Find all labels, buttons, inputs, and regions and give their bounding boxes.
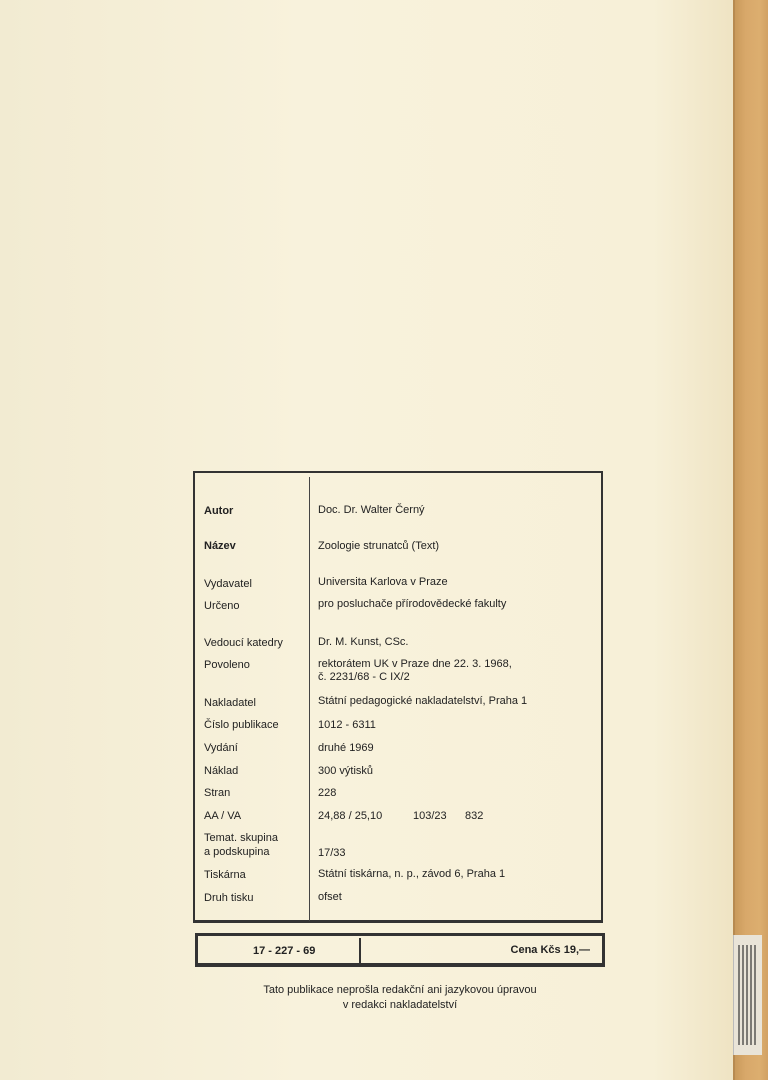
editorial-note-line2: v redakci nakladatelství (342, 999, 458, 1011)
value-povoleno-line2: č. 2231/68 - C IX/2 (318, 671, 410, 683)
value-aa-va-code: 832 (465, 810, 484, 822)
label-vydani: Vydání (204, 742, 238, 754)
value-vydani: druhé 1969 (318, 742, 374, 754)
value-vedouci-katedry: Dr. M. Kunst, CSc. (318, 636, 409, 648)
price-box (195, 933, 605, 967)
editorial-note-line1: Tato publikace neprošla redakční ani jazykovou úpravou (263, 984, 537, 996)
book-spine (733, 0, 768, 1080)
value-naklad: 300 výtisků (318, 765, 374, 777)
value-cislo-publikace: 1012 - 6311 (318, 719, 376, 731)
label-aa-va: AA / VA (204, 810, 242, 822)
label-vedouci-katedry: Vedoucí katedry (204, 637, 283, 649)
publication-code: 17 - 227 - 69 (253, 945, 316, 957)
label-vydavatel: Vydavatel (204, 578, 252, 590)
value-aa-va: 24,88 / 25,10 (318, 810, 383, 822)
value-autor: Doc. Dr. Walter Černý (318, 504, 425, 516)
label-autor: Autor (204, 505, 234, 517)
label-druh-tisku: Druh tisku (204, 892, 254, 904)
value-nakladatel: Státní pedagogické nakladatelství, Praha 1 (318, 695, 528, 707)
label-nazev: Název (204, 540, 236, 552)
value-urceno: pro posluchače přírodovědecké fakulty (318, 598, 507, 610)
price-label: Cena Kčs 19,— (510, 944, 590, 956)
colophon-table (193, 471, 603, 923)
label-nakladatel: Nakladatel (204, 697, 256, 709)
value-tiskarna: Státní tiskárna, n. p., závod 6, Praha 1 (318, 868, 506, 880)
price-divider (359, 938, 361, 964)
label-podskupina: a podskupina (204, 846, 270, 858)
label-tiskarna: Tiskárna (204, 869, 246, 881)
value-temat-skupina: 17/33 (318, 847, 346, 859)
column-divider (309, 477, 310, 921)
value-druh-tisku: ofset (318, 891, 342, 903)
value-vydavatel: Universita Karlova v Praze (318, 576, 448, 588)
label-urceno: Určeno (204, 600, 240, 612)
label-stran: Stran (204, 787, 231, 799)
value-aa-va-number: 103/23 (413, 810, 447, 822)
value-stran: 228 (318, 787, 337, 799)
value-nazev: Zoologie strunatců (Text) (318, 540, 440, 552)
value-povoleno: rektorátem UK v Praze dne 22. 3. 1968, (318, 658, 512, 670)
barcode-stripes (738, 945, 756, 1045)
label-temat-skupina: Temat. skupina (204, 832, 278, 844)
label-cislo-publikace: Číslo publikace (204, 719, 279, 731)
editorial-note (200, 983, 600, 1013)
label-naklad: Náklad (204, 765, 239, 777)
label-povoleno: Povoleno (204, 659, 250, 671)
